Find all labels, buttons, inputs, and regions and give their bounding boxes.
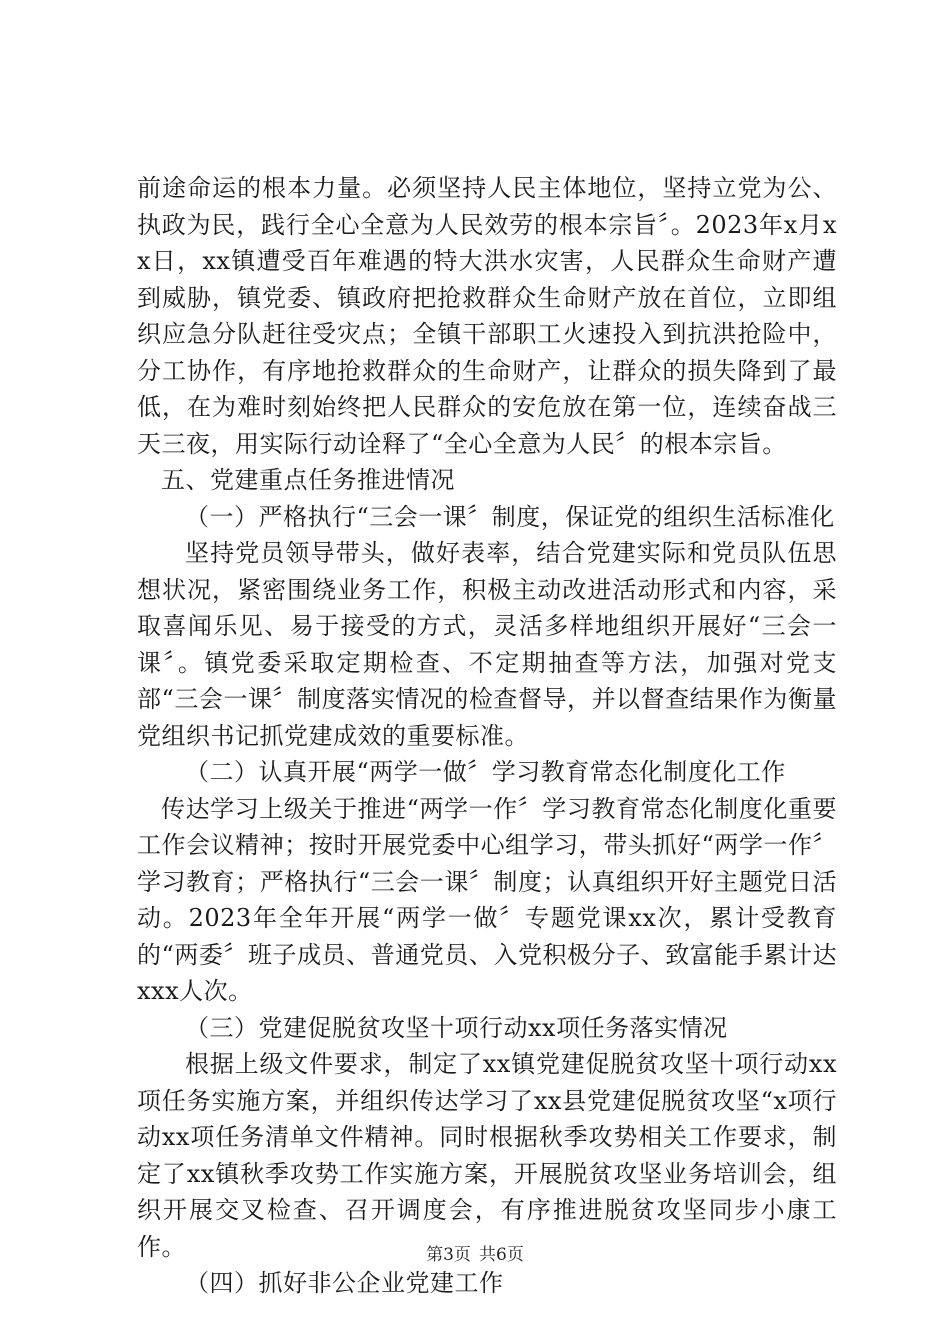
subsection-heading: （四）抓好非公企业党建工作 — [185, 1269, 504, 1297]
body-paragraph: 前途命运的根本力量。必须坚持人民主体地位，坚持立党为公、执政为民，践行全心全意为人民效劳的根本宗旨〞。2023年x月xx日，xx镇遭受百年难遇的特大洪水灾害，人民群众生命财产遭到威胁，镇党委、镇政府把抢救群众生命财产放在首位，立即组织应急分队赶往受灾点；全镇干部职工火速投入到抗洪抢险中，分工协作，有序地抢救群众的生命财产，让群众的损失降到了最低，在为难时刻始终把人民群众的安危放在第一位，连续奋战三天三夜，用实际行动诠释了“全心全意为人民〞的根本宗旨。 — [137, 174, 837, 458]
body-paragraph: 根据上级文件要求，制定了xx镇党建促脱贫攻坚十项行动xx项任务实施方案，并组织传达学习了xx县党建促脱贫攻坚“x项行动xx项任务清单文件精神。同时根据秋季攻势相关工作要求，制定了xx镇秋季攻势工作实施方案，开展脱贫攻坚业务培训会，组织开展交叉检查、召开调度会，有序推进脱贫攻坚同步小康工作。 — [137, 1050, 837, 1261]
page-number-current: 第3页 — [426, 1245, 471, 1265]
body-paragraph: 传达学习上级关于推进“两学一作〞学习教育常态化制度化重要工作会议精神；按时开展党委中心组学习，带头抓好“两学一作〞学习教育；严格执行“三会一课〞制度；认真组织开好主题党日活动。2023年全年开展“两学一做〞专题党课xx次，累计受教育的“两委〞班子成员、普通党员、入党积极分子、致富能手累计达xxx人次。 — [137, 794, 837, 1005]
section-heading: 五、党建重点任务推进情况 — [161, 466, 455, 494]
page-footer — [0, 1240, 950, 1265]
subsection-heading: （一）严格执行“三会一课〞制度，保证党的组织生活标准化 — [185, 502, 835, 531]
subsection-heading: （二）认真开展“两学一做〞学习教育常态化制度化工作 — [185, 758, 786, 786]
document-body — [137, 170, 837, 1302]
body-paragraph: 坚持党员领导带头，做好表率，结合党建实际和党员队伍思想状况，紧密围绕业务工作，积极主动改进活动形式和内容，采取喜闻乐见、易于接受的方式，灵活多样地组织开展好“三会一课〞。镇党委采取定期检查、不定期抽查等方法，加强对党支部“三会一课〞制度落实情况的检查督导，并以督查结果作为衡量党组织书记抓党建成效的重要标准。 — [137, 539, 837, 750]
subsection-heading: （三）党建促脱贫攻坚十项行动xx项任务落实情况 — [185, 1013, 728, 1042]
page-number-total: 共6页 — [479, 1245, 524, 1265]
